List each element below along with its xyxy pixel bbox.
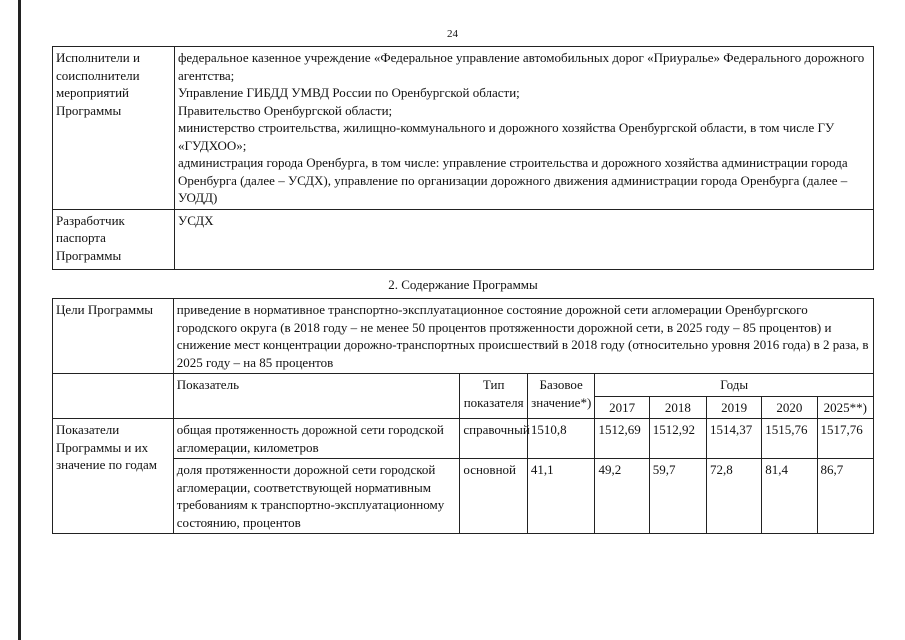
year-header-2020: 2020 <box>762 396 817 419</box>
executors-row <box>53 47 874 210</box>
executor-item: администрация города Оренбурга, в том числе: управление строительства и дорожного хозяйства администрации города Оренбурга (далее – УСДХ), управление по организации дорожного движения администрации города Оренбурга (далее – УОДД) <box>178 155 848 205</box>
indicator-2018: 59,7 <box>649 459 706 534</box>
year-header-2017: 2017 <box>595 396 649 419</box>
indicator-name: общая протяженность дорожной сети городской агломерации, километров <box>173 419 460 459</box>
table-row <box>53 419 874 459</box>
table-row <box>53 459 874 534</box>
executor-item: Управление ГИБДД УМВД России по Оренбургской области; <box>178 85 520 100</box>
indicator-2017: 1512,69 <box>595 419 649 459</box>
year-header-2018: 2018 <box>649 396 706 419</box>
indicator-2020: 1515,76 <box>762 419 817 459</box>
executor-item: Правительство Оренбургской области; <box>178 102 393 118</box>
header-row <box>53 374 874 397</box>
goals-text: приведение в нормативное транспортно-эксплуатационное состояние дорожной сети агломерации Оренбургского городского округа (в 2018 году – не менее 50 процентов протяженности дорожной сети, в 2025 году – 85 процентов) и снижение мест концентрации дорожно-транспортных происшествий в 2018 году (относительно уровня 2016 года) в 2 раза, в 2025 году – на 85 процентов <box>173 299 873 374</box>
developer-row <box>53 209 874 269</box>
indicator-name: доля протяженности дорожной сети городской агломерации, соответствующей нормативным требованиям к транспортно-эксплуатационному состоянию, процентов <box>173 459 460 534</box>
base-header: Базовое значение*) <box>527 374 595 419</box>
content-table <box>52 298 874 534</box>
indicator-base: 41,1 <box>527 459 595 534</box>
indicator-header: Показатель <box>173 374 460 419</box>
indicator-2025: 86,7 <box>817 459 873 534</box>
goals-row <box>53 299 874 374</box>
scan-edge-bar <box>18 0 21 640</box>
executor-item: федеральное казенное учреждение «Федеральное управление автомобильных дорог «Приуралье» Федерального дорожного агентства; <box>178 50 865 83</box>
executors-cell <box>175 47 874 210</box>
indicator-2020: 81,4 <box>762 459 817 534</box>
indicator-2019: 1514,37 <box>707 419 762 459</box>
page-number: 24 <box>447 28 458 40</box>
empty-header-cell <box>53 374 174 419</box>
executor-item: министерство строительства, жилищно-коммунального и дорожного хозяйства Оренбургской области, в том числе ГУ «ГУДХОО»; <box>178 120 835 153</box>
indicators-label: Показатели Программы и их значение по годам <box>53 419 174 534</box>
passport-table <box>52 46 874 270</box>
year-header-2019: 2019 <box>707 396 762 419</box>
developer-value: УСДХ <box>175 209 874 269</box>
indicator-base: 1510,8 <box>527 419 595 459</box>
section-title: 2. Содержание Программы <box>388 277 538 292</box>
indicator-type: основной <box>460 459 528 534</box>
goals-label: Цели Программы <box>53 299 174 374</box>
indicator-type: справочный <box>460 419 528 459</box>
years-header: Годы <box>595 374 874 397</box>
indicator-2018: 1512,92 <box>649 419 706 459</box>
developer-label: Разработчик паспорта Программы <box>53 209 175 269</box>
indicator-2017: 49,2 <box>595 459 649 534</box>
type-header: Тип показателя <box>460 374 528 419</box>
indicator-2019: 72,8 <box>707 459 762 534</box>
year-header-2025: 2025**) <box>817 396 873 419</box>
indicator-2025: 1517,76 <box>817 419 873 459</box>
executors-label: Исполнители и соисполнители мероприятий Программы <box>53 47 175 210</box>
